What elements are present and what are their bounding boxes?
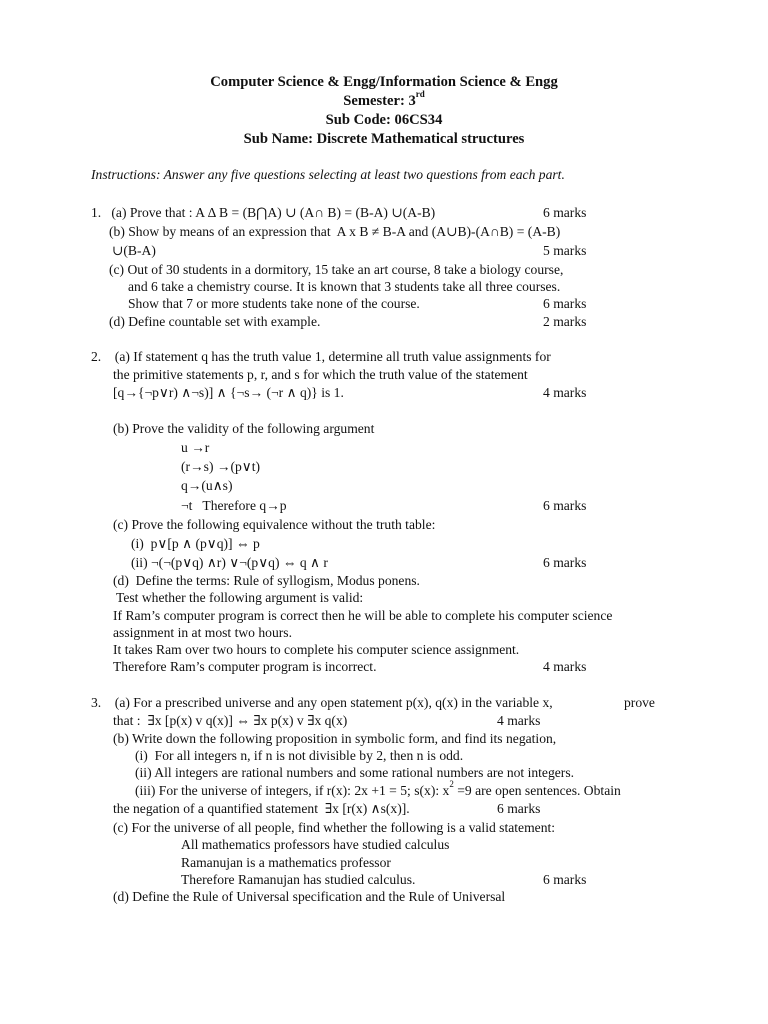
q3-b-iii: (iii) For the universe of integers, if r(x): 2x +1 = 5; s(x): $x^2 =9$ are open sentences. Obtain [135, 779, 621, 798]
q3-b-i: (i) For all integers n, if n is not divisible by 2, then n is odd. [135, 748, 464, 763]
header-semester: Semester: 3rd [343, 89, 425, 109]
header-sub-code: Sub Code: 06CS34 [325, 112, 443, 128]
q2-a-line2: the primitive statements p, r, and s for which the truth value of the statement [113, 367, 528, 382]
q3-a-line1: 3. (a) For a prescribed universe and any open statement p(x), q(x) in the variable x, [91, 695, 553, 710]
q3-b-last: the negation of a quantified statement ∃x [r(x) ∧s(x)]. [113, 801, 410, 816]
q1-c-line1: (c) Out of 30 students in a dormitory, 15 take an art course, 8 take a biology course, [109, 262, 564, 277]
q3-c-conclusion: Therefore Ramanujan has studied calculus. [181, 872, 416, 887]
q3-b-marks: 6 marks [497, 801, 541, 816]
q3-a-line2: that : ∃x [p(x) v q(x)] ⇔ ∃x p(x) v ∃x q(x) [113, 713, 348, 728]
q2-c-i: (i) p∨[p ∧ (p∨q)] ⇔ p [131, 536, 260, 551]
q2-c-marks: 6 marks [543, 555, 587, 570]
q2-a-line1: 2. (a) If statement q has the truth value 1, determine all truth value assignments for [91, 349, 551, 364]
q2-c: (c) Prove the following equivalence without the truth table: [113, 517, 436, 532]
q3-d: (d) Define the Rule of Universal specification and the Rule of Universal [113, 889, 506, 904]
q2-a-line3: [q→{¬p∨r) ∧¬s)] ∧ {¬s→ (¬r ∧ q)} is 1. [113, 385, 344, 400]
q1-a: 1. (a) Prove that : A Δ B = (B⋂A) ∪ (A∩ B) = (B-A) ∪(A-B) [91, 205, 436, 220]
q1-c-marks: 6 marks [543, 296, 587, 311]
q3-c-line1: (c) For the universe of all people, find whether the following is a valid statement: [113, 820, 556, 835]
q3-b-ii: (ii) All integers are rational numbers and some rational numbers are not integers. [135, 765, 575, 780]
q1-b-line2: ∪(B-A) [112, 243, 156, 258]
q1-c-line3: Show that 7 or more students take none of the course. [128, 296, 420, 311]
q2-d-line1: (d) Define the terms: Rule of syllogism, Modus ponens. [113, 573, 420, 588]
q3-c-premise2: Ramanujan is a mathematics professor [181, 855, 391, 870]
q2-b: (b) Prove the validity of the following argument [113, 421, 375, 436]
q1-a-marks: 6 marks [543, 205, 587, 220]
q2-a-marks: 4 marks [543, 385, 587, 400]
q3-c-premise1: All mathematics professors have studied calculus [181, 837, 450, 852]
q1-c-line2: and 6 take a chemistry course. It is known that 3 students take all three courses. [128, 279, 561, 294]
q2-b-premise1: u →r [181, 440, 210, 455]
q1-b-line1: (b) Show by means of an expression that A x B ≠ B-A and (A∪B)-(A∩B) = (A-B) [109, 224, 561, 239]
q1-d: (d) Define countable set with example. [109, 314, 321, 329]
q3-b-line1: (b) Write down the following proposition in symbolic form, and find its negation, [113, 731, 557, 746]
q2-d-line4: assignment in at most two hours. [113, 625, 292, 640]
q2-d-line3: If Ram’s computer program is correct then he will be able to complete his computer science [113, 608, 613, 623]
q2-b-marks: 6 marks [543, 498, 587, 513]
q3-a-prove: prove [624, 695, 655, 710]
q1-d-marks: 2 marks [543, 314, 587, 329]
q2-b-premise3: q→(u∧s) [181, 478, 233, 493]
q2-c-ii: (ii) ¬(¬(p∨q) ∧r) ∨¬(p∨q) ⇔ q ∧ r [131, 555, 328, 570]
header-sub-name: Sub Name: Discrete Mathematical structures [243, 131, 525, 147]
q3-a-marks: 4 marks [497, 713, 541, 728]
q2-d-line5: It takes Ram over two hours to complete his computer science assignment. [113, 642, 520, 657]
q2-b-conclusion: ¬t Therefore q→p [181, 498, 287, 513]
q1-b-marks: 5 marks [543, 243, 587, 258]
q2-b-premise2: (r→s) →(p∨t) [181, 459, 261, 474]
q2-d-line6: Therefore Ram’s computer program is incorrect. [113, 659, 377, 674]
instructions: Instructions: Answer any five questions selecting at least two questions from each part. [91, 167, 565, 182]
header-institution: Computer Science & Engg/Information Science & Engg [210, 74, 558, 90]
q3-c-marks: 6 marks [543, 872, 587, 887]
q2-d-marks: 4 marks [543, 659, 587, 674]
q2-d-line2: Test whether the following argument is valid: [116, 590, 364, 605]
